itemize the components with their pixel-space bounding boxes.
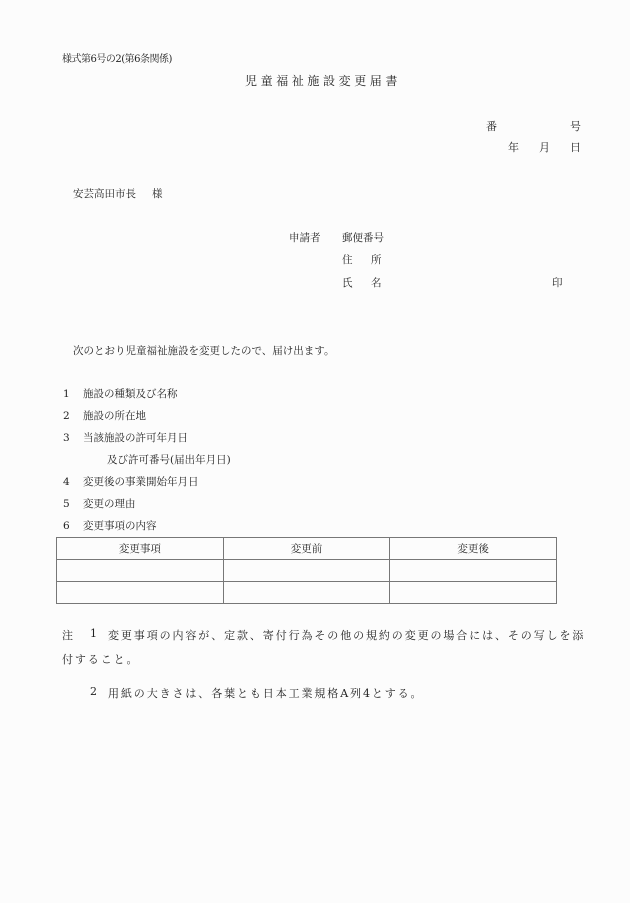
item-number: 2 (63, 410, 70, 422)
address-label-2: 所 (371, 254, 382, 266)
reference-number-label: 番 (486, 120, 497, 133)
note-1-line-2: 付すること。 (62, 653, 140, 666)
item-label: 当該施設の許可年月日 (83, 432, 188, 444)
note-1-line-1: 変更事項の内容が、定款、寄付行為その他の規約の変更の場合には、その写しを添 (108, 629, 586, 642)
date-year-field[interactable] (480, 139, 506, 153)
column-header-after: 変更後 (390, 538, 557, 560)
item-4 (63, 474, 199, 489)
item-1 (63, 386, 178, 401)
item-2 (63, 408, 146, 423)
item-label: 変更の理由 (83, 498, 136, 510)
item-label: 施設の種類及び名称 (83, 388, 178, 400)
form-number: 様式第6号の2(第6条関係) (62, 54, 172, 65)
table-cell-after[interactable] (390, 560, 557, 582)
note-1-number: 1 (90, 627, 99, 640)
date-month-field[interactable] (521, 139, 538, 153)
table-cell-change-item[interactable] (57, 560, 224, 582)
name-label-1: 氏 (342, 277, 353, 289)
postal-code-label: 郵便番号 (342, 232, 384, 244)
table-row (57, 560, 557, 582)
intro-text: 次のとおり児童福祉施設を変更したので、届け出ます。 (73, 345, 335, 357)
seal-label: 印 (552, 277, 563, 289)
table-cell-before[interactable] (223, 582, 390, 604)
item-6 (63, 518, 157, 533)
column-header-change-item: 変更事項 (57, 538, 224, 560)
table-cell-after[interactable] (390, 582, 557, 604)
date-month-label: 月 (539, 141, 550, 154)
reference-number-suffix: 号 (570, 120, 581, 133)
date-day-label: 日 (570, 141, 581, 154)
name-label-2: 名 (371, 277, 382, 289)
table-cell-change-item[interactable] (57, 582, 224, 604)
item-number: 1 (63, 388, 70, 400)
item-number: 6 (63, 520, 70, 532)
item-3 (63, 430, 188, 445)
note-prefix: 注 (62, 629, 75, 642)
note-2-text: 用紙の大きさは、各葉とも日本工業規格A列4とする。 (108, 687, 424, 700)
date-year-label: 年 (508, 141, 519, 154)
column-header-before: 変更前 (223, 538, 390, 560)
address-field[interactable] (392, 250, 562, 266)
name-field[interactable] (392, 273, 542, 289)
applicant-label: 申請者 (289, 232, 321, 244)
item-number: 4 (63, 476, 70, 488)
item-label: 及び許可番号(届出年月日) (107, 454, 231, 466)
addressee-name: 安芸高田市長 (73, 188, 136, 200)
item-label: 変更事項の内容 (83, 520, 157, 532)
document-title: 児童福祉施設変更届書 (245, 74, 402, 88)
item-5 (63, 496, 136, 511)
item-number: 3 (63, 432, 70, 444)
item-label: 変更後の事業開始年月日 (83, 476, 199, 488)
item-3-continued (107, 452, 231, 467)
item-number: 5 (63, 498, 70, 510)
address-label-1: 住 (342, 254, 353, 266)
date-day-field[interactable] (552, 139, 569, 153)
changes-table (56, 537, 557, 604)
table-row (57, 582, 557, 604)
table-cell-before[interactable] (223, 560, 390, 582)
table-header-row (57, 538, 557, 560)
item-label: 施設の所在地 (83, 410, 146, 422)
addressee-honorific: 様 (152, 188, 163, 200)
note-2-number: 2 (90, 685, 99, 698)
postal-code-field[interactable] (392, 228, 562, 244)
reference-number-field[interactable] (500, 118, 568, 132)
